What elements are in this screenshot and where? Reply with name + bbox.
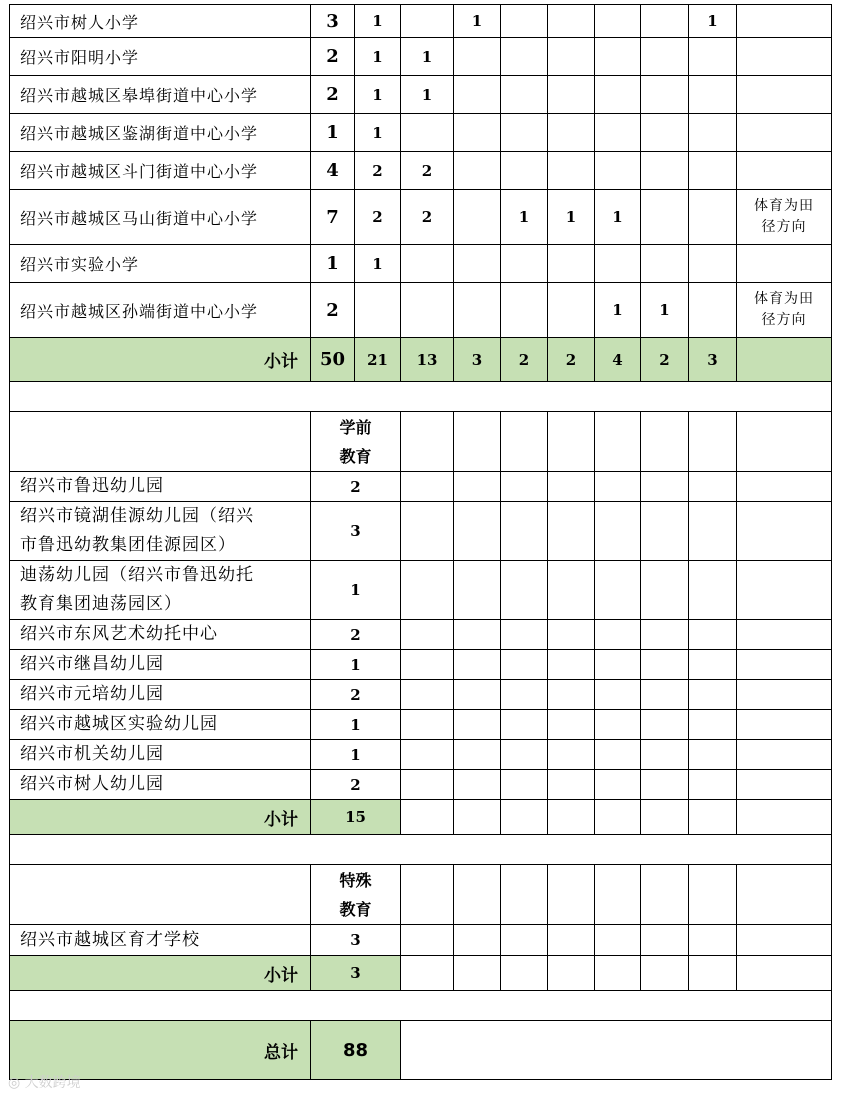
cell [548, 283, 595, 338]
note-line: 径方向 [761, 312, 807, 328]
cell: 1 [355, 245, 401, 283]
watermark-icon: ◎ [8, 1075, 25, 1091]
cell [689, 152, 737, 190]
table-row [10, 680, 832, 710]
header-blank [10, 412, 311, 472]
spacer-cell [10, 835, 832, 865]
section-header-row [10, 412, 832, 472]
cell [595, 76, 641, 114]
table-row [10, 770, 832, 800]
note-line: 体育为田 [754, 198, 814, 214]
subtotal-cell: 21 [355, 338, 401, 382]
table-row [10, 740, 832, 770]
subtotal-row [10, 800, 832, 835]
table-row [10, 710, 832, 740]
school-name-line: 绍兴市东风艺术幼托中心 [20, 624, 218, 644]
spacer-cell [10, 382, 832, 412]
cell: 2 [355, 190, 401, 245]
note-line: 径方向 [761, 219, 807, 235]
note-cell [737, 114, 832, 152]
cell [401, 114, 454, 152]
subtotal-row [10, 338, 832, 382]
row-total: 7 [311, 190, 355, 245]
school-name: 绍兴市越城区鉴湖街道中心小学 [10, 114, 311, 152]
cell [595, 152, 641, 190]
cell: 1 [355, 76, 401, 114]
header-line: 教育 [339, 899, 372, 919]
table-row [10, 283, 832, 338]
cell [454, 245, 501, 283]
note-cell [737, 283, 832, 338]
cell [595, 114, 641, 152]
note-cell [737, 38, 832, 76]
cell [401, 5, 454, 38]
row-total: 1 [311, 740, 401, 770]
row-total: 1 [311, 710, 401, 740]
subtotal-total: 50 [311, 338, 355, 382]
cell [641, 5, 689, 38]
cell: 1 [401, 76, 454, 114]
school-name-line: 绍兴市鲁迅幼儿园 [20, 476, 164, 496]
section-header-row [10, 865, 832, 925]
cell [454, 190, 501, 245]
subtotal-note [737, 338, 832, 382]
row-total: 2 [311, 283, 355, 338]
watermark [8, 1072, 81, 1092]
cell [689, 245, 737, 283]
grand-total-row [10, 1021, 832, 1080]
school-name: 绍兴市越城区斗门街道中心小学 [10, 152, 311, 190]
cell [548, 114, 595, 152]
table-row [10, 925, 832, 956]
table-row [10, 5, 832, 38]
recruitment-table [9, 4, 832, 1080]
cell [595, 245, 641, 283]
row-total: 2 [311, 76, 355, 114]
cell: 1 [355, 5, 401, 38]
cell: 1 [355, 38, 401, 76]
table-row [10, 152, 832, 190]
header-line: 特殊 [339, 870, 372, 890]
spacer-row [10, 382, 832, 412]
header-line: 教育 [339, 446, 372, 466]
school-name-line: 市鲁迅幼教集团佳源园区） [20, 535, 236, 555]
cell: 1 [641, 283, 689, 338]
subtotal-label: 小计 [10, 956, 311, 991]
subtotal-total: 3 [311, 956, 401, 991]
school-name [10, 650, 311, 680]
cell [548, 245, 595, 283]
school-name-line: 绍兴市树人幼儿园 [20, 774, 164, 794]
school-name-line: 绍兴市元培幼儿园 [20, 684, 164, 704]
cell [595, 5, 641, 38]
school-name: 绍兴市树人小学 [10, 5, 311, 38]
note-cell [737, 76, 832, 114]
cell [454, 76, 501, 114]
school-name-line: 绍兴市继昌幼儿园 [20, 654, 164, 674]
cell [689, 190, 737, 245]
school-name-line: 迪荡幼儿园（绍兴市鲁迅幼托 [20, 565, 254, 585]
cell [501, 114, 548, 152]
row-total: 3 [311, 925, 401, 956]
row-total: 2 [311, 770, 401, 800]
school-name-line: 绍兴市机关幼儿园 [20, 744, 164, 764]
school-name [10, 680, 311, 710]
table-row [10, 472, 832, 502]
cell: 1 [355, 114, 401, 152]
table-row [10, 561, 832, 620]
school-name [10, 472, 311, 502]
subtotal-cell: 2 [641, 338, 689, 382]
table-row [10, 76, 832, 114]
cell: 1 [689, 5, 737, 38]
school-name [10, 710, 311, 740]
school-name: 绍兴市越城区皋埠街道中心小学 [10, 76, 311, 114]
school-name-line: 教育集团迪荡园区） [20, 594, 182, 614]
school-name: 绍兴市越城区马山街道中心小学 [10, 190, 311, 245]
cell [689, 283, 737, 338]
cell [641, 152, 689, 190]
cell: 2 [401, 152, 454, 190]
cell [641, 76, 689, 114]
note-cell [737, 152, 832, 190]
subtotal-total: 15 [311, 800, 401, 835]
row-total: 3 [311, 5, 355, 38]
cell [401, 245, 454, 283]
subtotal-row [10, 956, 832, 991]
subtotal-cell: 13 [401, 338, 454, 382]
cell [641, 245, 689, 283]
note-cell [737, 245, 832, 283]
spacer-row [10, 835, 832, 865]
cell [501, 38, 548, 76]
cell [641, 190, 689, 245]
cell [548, 152, 595, 190]
school-name [10, 620, 311, 650]
cell: 2 [355, 152, 401, 190]
watermark-text: 大数跨境 [24, 1075, 81, 1091]
header-blank [10, 865, 311, 925]
cell [401, 283, 454, 338]
subtotal-cell: 3 [689, 338, 737, 382]
school-name-line: 绍兴市越城区实验幼儿园 [20, 714, 218, 734]
cell [548, 5, 595, 38]
spacer-cell [10, 991, 832, 1021]
school-name [10, 770, 311, 800]
school-name: 绍兴市越城区育才学校 [10, 925, 311, 956]
section-header [311, 865, 401, 925]
grand-total-label: 总计 [10, 1021, 311, 1080]
cell [501, 283, 548, 338]
cell: 1 [548, 190, 595, 245]
table-row [10, 190, 832, 245]
cell [501, 245, 548, 283]
subtotal-cell: 2 [548, 338, 595, 382]
row-total: 2 [311, 680, 401, 710]
cell: 2 [401, 190, 454, 245]
school-name [10, 561, 311, 620]
cell [689, 114, 737, 152]
school-name-line: 绍兴市镜湖佳源幼儿园（绍兴 [20, 506, 254, 526]
cell [595, 38, 641, 76]
note-cell [737, 5, 832, 38]
note-line: 体育为田 [754, 291, 814, 307]
cell: 1 [595, 283, 641, 338]
row-total: 3 [311, 502, 401, 561]
header-line: 学前 [339, 417, 372, 437]
school-name: 绍兴市越城区孙端街道中心小学 [10, 283, 311, 338]
cell [454, 283, 501, 338]
school-name: 绍兴市阳明小学 [10, 38, 311, 76]
cell: 1 [454, 5, 501, 38]
subtotal-label: 小计 [10, 338, 311, 382]
cell [689, 76, 737, 114]
table-row [10, 38, 832, 76]
cell: 1 [401, 38, 454, 76]
cell [641, 114, 689, 152]
row-total: 1 [311, 245, 355, 283]
school-name: 绍兴市实验小学 [10, 245, 311, 283]
cell [548, 76, 595, 114]
cell [689, 38, 737, 76]
cell [355, 283, 401, 338]
cell [641, 38, 689, 76]
table-row [10, 502, 832, 561]
table-row [10, 620, 832, 650]
grand-total-blank [401, 1021, 832, 1080]
cell [501, 152, 548, 190]
note-cell [737, 190, 832, 245]
row-total: 1 [311, 650, 401, 680]
subtotal-cell: 3 [454, 338, 501, 382]
school-name [10, 502, 311, 561]
grand-total-value: 88 [311, 1021, 401, 1080]
cell: 1 [595, 190, 641, 245]
row-total: 2 [311, 472, 401, 502]
cell [501, 5, 548, 38]
spacer-row [10, 991, 832, 1021]
row-total: 1 [311, 114, 355, 152]
cell [454, 38, 501, 76]
cell [501, 76, 548, 114]
cell [454, 152, 501, 190]
row-total: 1 [311, 561, 401, 620]
row-total: 4 [311, 152, 355, 190]
table-row [10, 245, 832, 283]
row-total: 2 [311, 620, 401, 650]
row-total: 2 [311, 38, 355, 76]
cell [548, 38, 595, 76]
section-header [311, 412, 401, 472]
table-row [10, 650, 832, 680]
cell [454, 114, 501, 152]
subtotal-label: 小计 [10, 800, 311, 835]
table-row [10, 114, 832, 152]
school-name [10, 740, 311, 770]
subtotal-cell: 2 [501, 338, 548, 382]
cell: 1 [501, 190, 548, 245]
subtotal-cell: 4 [595, 338, 641, 382]
